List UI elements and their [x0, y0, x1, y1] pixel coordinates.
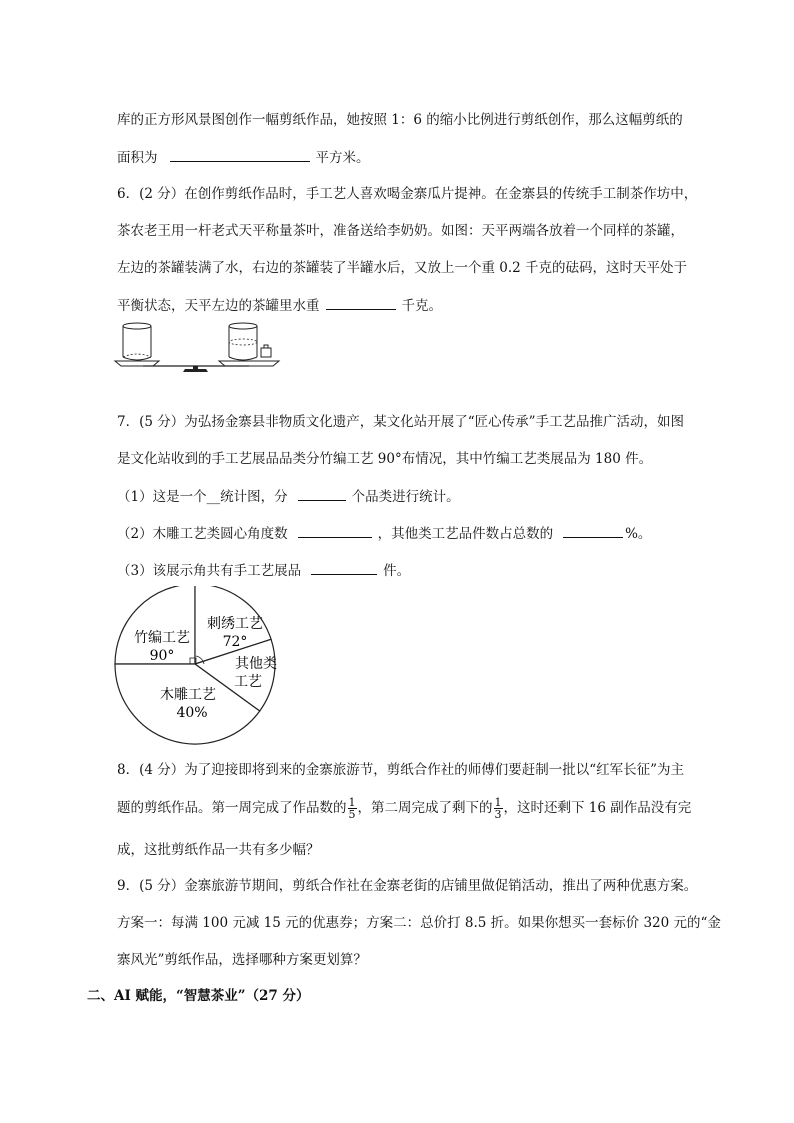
q7-sub1-post: 个品类进行统计。: [351, 489, 460, 505]
label-other-line2: 工艺: [234, 674, 262, 690]
q7-sub2: [117, 523, 651, 544]
answer-blank[interactable]: [326, 295, 396, 310]
q7-sub3: [117, 560, 410, 581]
fraction-one-fifth: $\frac{1}{5}$: [348, 796, 356, 821]
label-bamboo-value: 90°: [149, 648, 175, 664]
q6-line2: 茶农老王用一杆老式天平称量茶叶，准备送给李奶奶。如图：天平两端各放着一个同样的茶罐，: [117, 223, 684, 239]
q6-line4-pre: 平衡状态，天平左边的茶罐里水重: [117, 298, 320, 314]
q6-line4: [117, 295, 442, 316]
q8-line2: [117, 797, 691, 820]
label-embroidery-name: 刺绣工艺: [207, 616, 263, 632]
scale-base: [183, 369, 208, 372]
q9-line1: 9．(5 分）金寨旅游节期间，剪纸合作社在金寨老街的店铺里做促销活动，推出了两种优惠方案。: [117, 878, 698, 894]
section-2-heading: 二、AI 赋能，“智慧茶业”（27 分）: [87, 988, 310, 1004]
q7-sub3-pre: （3）该展示角共有手工艺展品: [117, 563, 302, 579]
q5-line2-post: 平方米。: [315, 150, 370, 166]
left-pan: [115, 361, 159, 366]
left-tea-jar: [123, 323, 151, 360]
q7-line1: 7．(5 分）为弘扬金寨县非物质文化遗产，某文化站开展了“匠心传承”手工艺品推广活动，如图: [117, 414, 685, 430]
label-wood-name: 木雕工艺: [160, 687, 216, 703]
q8-line2-b: ，第二周完成了剩下的: [357, 800, 493, 816]
answer-blank[interactable]: [170, 147, 310, 162]
q5-line2: [117, 147, 370, 168]
answer-blank[interactable]: [298, 523, 372, 538]
label-other-line1: 其他类: [235, 656, 277, 672]
right-tea-jar: [229, 323, 257, 360]
q6-line4-post: 千克。: [401, 298, 442, 314]
q7-sub2-post: %。: [625, 526, 652, 542]
q8-line3: 成，这批剪纸作品一共有多少幅？: [117, 842, 320, 858]
answer-blank[interactable]: [311, 560, 377, 575]
q5-line1: 库的正方形风景图创作一幅剪纸作品，她按照 1：6 的缩小比例进行剪纸创作，那么这幅剪纸的: [117, 112, 683, 128]
q5-line2-pre: 面积为: [117, 150, 158, 166]
label-wood-value: 40%: [176, 705, 208, 721]
q9-line2: 方案一：每满 100 元减 15 元的优惠券；方案二：总价打 8.5 折。如果你想买一套标价 320 元的“金: [117, 915, 721, 931]
q7-sub2-pre: （2）木雕工艺类圆心角度数: [117, 526, 288, 542]
weight-icon: [261, 345, 271, 357]
q8-line2-c: ，这时还剩下 16 副作品没有完: [503, 800, 692, 816]
q7-sub2-mid: ，其他类工艺品件数占总数的: [377, 526, 554, 542]
answer-blank[interactable]: [563, 523, 623, 538]
label-embroidery-value: 72°: [222, 634, 248, 650]
q7-sub1-pre: （1）这是一个__统计图，分: [117, 489, 288, 505]
right-pan: [219, 361, 279, 366]
q7-sub1: [117, 486, 460, 507]
balance-scale-figure: [113, 320, 283, 372]
q8-line1: 8．(4 分）为了迎接即将到来的金寨旅游节，剪纸合作社的师傅们要赶制一批以“红军长征”为主: [117, 762, 685, 778]
q9-line3: 寨风光”剪纸作品，选择哪种方案更划算？: [117, 952, 367, 968]
q6-line1: 6．(2 分）在创作剪纸作品时，手工艺人喜欢喝金寨瓜片提神。在金寨县的传统手工制茶作坊中，: [117, 186, 698, 202]
scale-post: [193, 366, 198, 369]
label-bamboo-name: 竹编工艺: [134, 630, 190, 646]
q7-sub3-post: 件。: [383, 563, 411, 579]
q8-line2-a: 题的剪纸作品。第一周完成了作品数的: [117, 800, 347, 816]
q7-line2: 是文化站收到的手工艺展品品类分竹编工艺 90°布情况，其中竹编工艺类展品为 180 件。: [117, 451, 653, 467]
answer-blank[interactable]: [298, 486, 346, 501]
pie-chart: [110, 586, 280, 758]
q6-line3: 左边的茶罐装满了水，右边的茶罐装了半罐水后，又放上一个重 0.2 千克的砝码，这时天平处于: [117, 260, 688, 276]
fraction-one-third: $\frac{1}{3}$: [494, 796, 502, 821]
